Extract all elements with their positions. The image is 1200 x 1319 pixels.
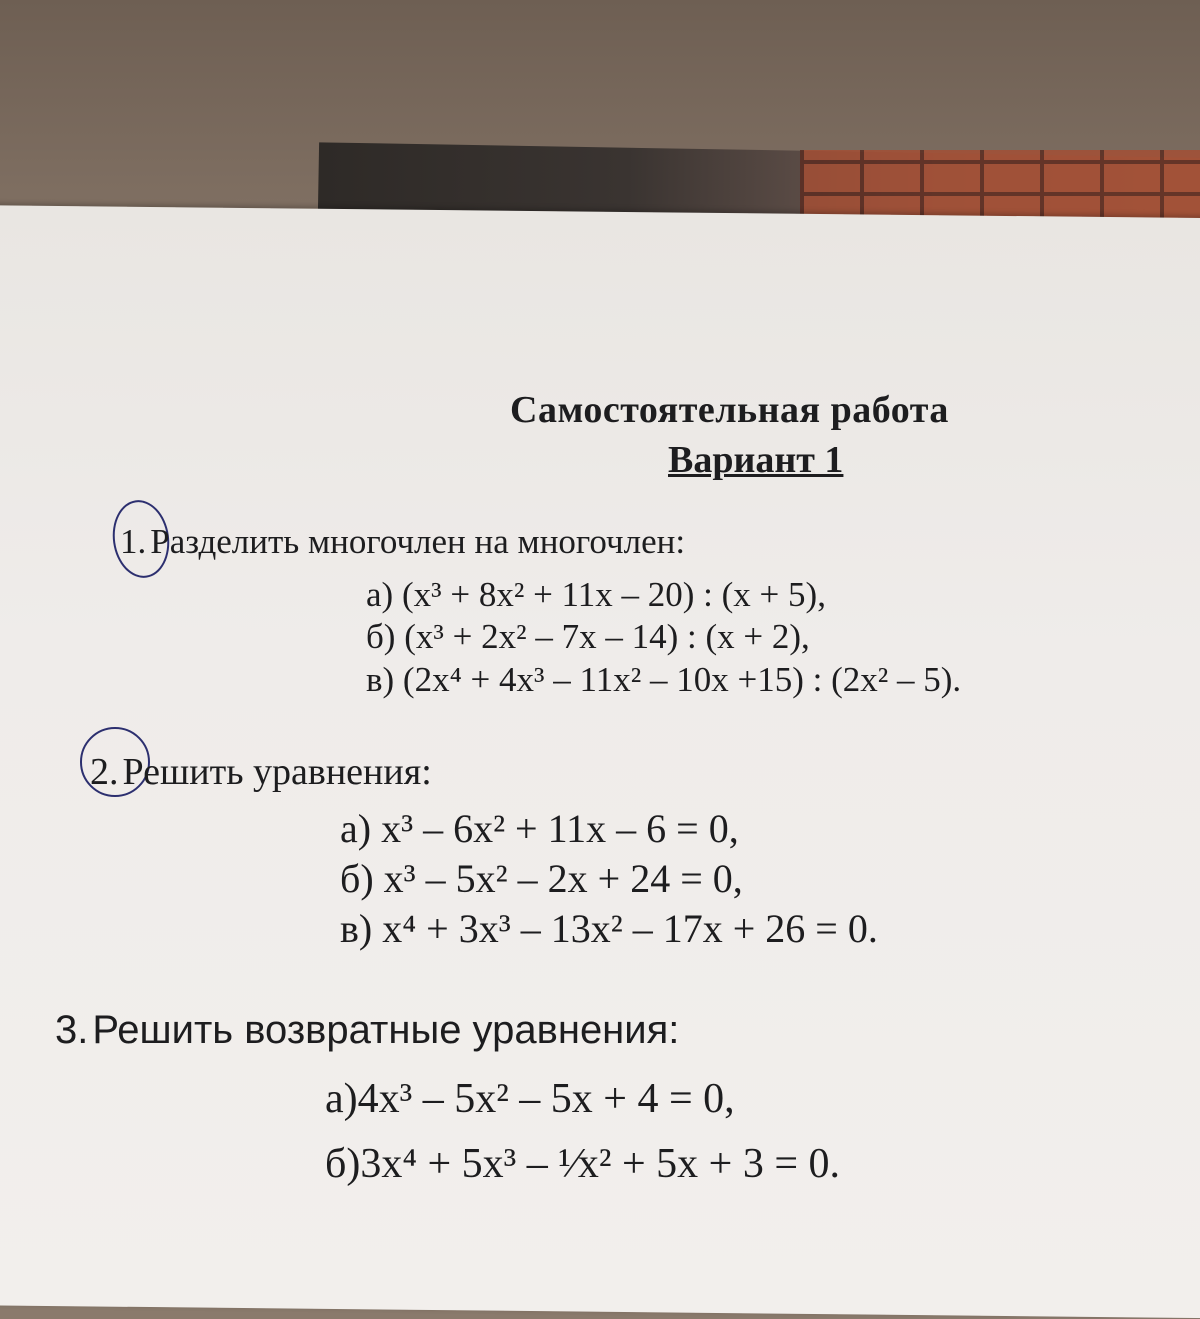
task-2-heading bbox=[90, 750, 432, 794]
page-title: Самостоятельная работа bbox=[510, 389, 949, 431]
task-heading-text: Решить возвратные уравнения: bbox=[92, 1008, 680, 1052]
task-number: 2. bbox=[90, 751, 119, 793]
task-2-item-b: б) x³ – 5x² – 2x + 24 = 0, bbox=[340, 856, 743, 901]
task-number: 1. bbox=[120, 522, 147, 561]
task-1-item-a: а) (x³ + 8x² + 11x – 20) : (x + 5), bbox=[366, 575, 826, 614]
task-2-item-a: а) x³ – 6x² + 11x – 6 = 0, bbox=[340, 806, 739, 851]
task-heading-text: Разделить многочлен на многочлен: bbox=[150, 522, 686, 561]
variant-title: Вариант 1 bbox=[668, 439, 844, 481]
task-3-heading bbox=[55, 1008, 679, 1053]
task-1-item-b: б) (x³ + 2x² – 7x – 14) : (x + 2), bbox=[366, 617, 810, 656]
task-1-item-c: в) (2x⁴ + 4x³ – 11x² – 10x +15) : (2x² – 5). bbox=[366, 660, 962, 699]
task-3-item-b: б)3x⁴ + 5x³ – ¹⁄x² + 5x + 3 = 0. bbox=[325, 1141, 841, 1187]
task-3-item-a: а)4x³ – 5x² – 5x + 4 = 0, bbox=[325, 1076, 735, 1122]
task-number: 3. bbox=[55, 1008, 89, 1052]
task-2-item-c: в) x⁴ + 3x³ – 13x² – 17x + 26 = 0. bbox=[340, 906, 878, 951]
task-heading-text: Решить уравнения: bbox=[122, 751, 432, 793]
task-1-heading bbox=[120, 522, 685, 562]
